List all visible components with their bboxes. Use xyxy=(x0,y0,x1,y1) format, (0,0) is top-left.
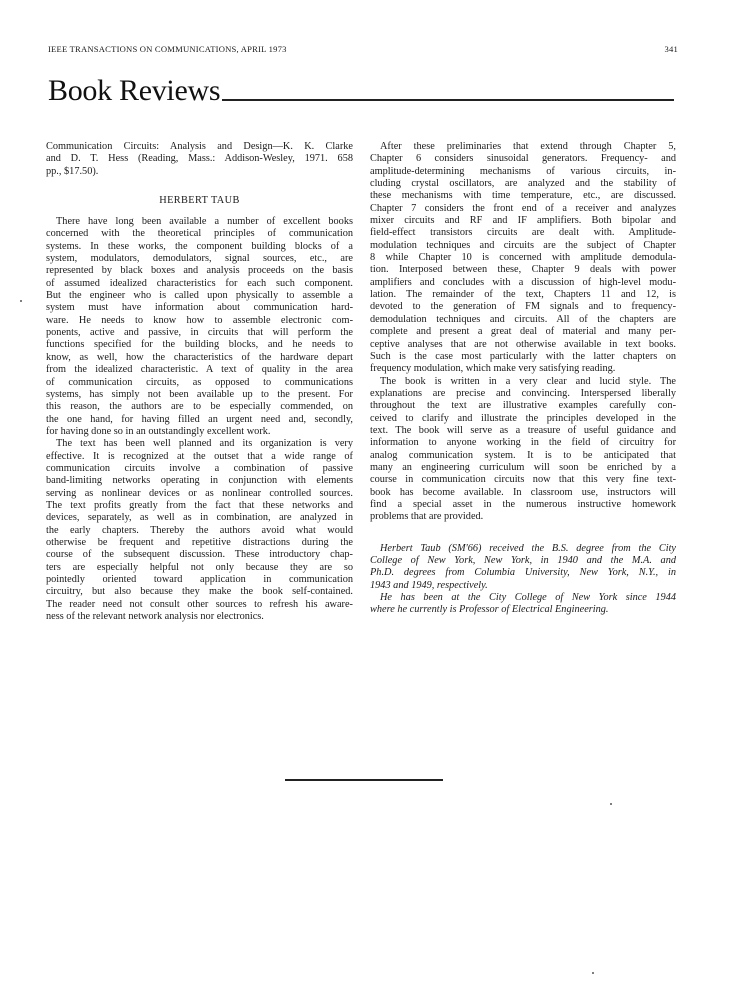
text-line: band-limiting networks operating in conjunction with elements xyxy=(46,475,353,487)
scan-speck xyxy=(592,972,594,974)
scan-speck xyxy=(20,300,22,302)
text-line: ware. He needs to know how to assemble electronic com- xyxy=(46,314,353,326)
text-line: The text has been well planned and its organization is very xyxy=(56,438,353,450)
text-line: find a special asset in the numerous instructive homework xyxy=(370,498,676,510)
text-line: communication circuits involve a combination of passive xyxy=(46,462,353,474)
scan-speck xyxy=(610,803,612,805)
text-line: book has become available. In classroom use, instructors will xyxy=(370,486,676,498)
text-line: amplifiers and concludes with a discussion of high-level modu- xyxy=(370,276,676,288)
text-line: But the engineer who is called upon physically to assemble a xyxy=(46,290,353,302)
journal-name: IEEE TRANSACTIONS ON COMMUNICATIONS, APRIL 1973 xyxy=(48,44,287,54)
text-line: 8 while Chapter 10 is concerned with amplitude demodula- xyxy=(370,252,676,264)
citation-line: and D. T. Hess (Reading, Mass.: Addison-Wesley, 1971. 658 xyxy=(46,153,353,165)
text-line: pointedly oriented toward application in communication xyxy=(46,574,353,585)
text-line: text. The book will serve as a treasure of useful guidance and xyxy=(370,424,676,436)
text-line: course in communication circuits now that this very fine text- xyxy=(370,474,676,486)
text-line: ceived to clarify and illustrate the principles developed in the xyxy=(370,412,676,424)
text-line: After these preliminaries that extend through Chapter 5, xyxy=(380,141,676,152)
text-line: serving as nonlinear devices or as nonlinear controlled sources. xyxy=(46,487,353,499)
bio-line: 1943 and 1949, respectively. xyxy=(370,579,488,591)
text-line: many an engineering curriculum will soon be enriched by a xyxy=(370,461,676,473)
section-title-row xyxy=(48,70,674,106)
text-line: this reason, the authors are to be especially commended, on xyxy=(46,401,353,413)
text-line: devices, separately, as well as in combination, are analyzed in xyxy=(46,512,353,524)
text-line: modulation techniques and circuits are the subject of Chapter xyxy=(370,239,676,251)
text-line: systems. In these works, the component building blocks of a xyxy=(46,240,353,252)
text-line: The text profits greatly from the fact that these networks and xyxy=(46,499,353,511)
text-line: Such is the case most particularly with the latter chapters on xyxy=(370,350,676,362)
text-line: ness of the relevant network analysis nor electronics. xyxy=(46,611,264,623)
text-line: information to anyone working in the field of circuitry for xyxy=(370,437,676,449)
end-rule xyxy=(285,779,443,781)
title-rule xyxy=(222,99,674,101)
text-line: concerned with the theoretical principles of communication xyxy=(46,228,353,240)
paragraph xyxy=(46,438,353,623)
text-line: represented by black boxes and analysis proceeds on the basis xyxy=(46,265,353,277)
text-line: analog communication system. It is to be anticipated that xyxy=(370,449,676,461)
text-line: ponents, active and passive, in circuits that will perform the xyxy=(46,327,353,339)
text-line: tion. Interposed between these, Chapter 9 deals with power xyxy=(370,264,676,276)
reviewer-bio xyxy=(370,543,676,617)
text-line: demodulation techniques and circuits. All of the chapters are xyxy=(370,313,676,325)
citation-line: pp., $17.50). xyxy=(46,165,99,177)
text-line: system must have information about communication hard- xyxy=(46,302,353,314)
text-line: explanations are precise and convincing. Interspersed liberally xyxy=(370,387,676,399)
citation-line: Communication Circuits: Analysis and Design—K. K. Clarke xyxy=(46,141,353,152)
paragraph xyxy=(370,141,676,376)
page-number: 341 xyxy=(664,44,678,54)
reviewer-name: HERBERT TAUB xyxy=(159,195,240,207)
text-line: field-effect transistors circuits are dealt with. Amplitude- xyxy=(370,227,676,239)
right-column xyxy=(370,141,676,617)
text-line: these mechanisms with time temperature, etc., are discussed. xyxy=(370,190,676,202)
bio-line: Herbert Taub (SM'66) received the B.S. degree from the City xyxy=(380,542,676,554)
bio-line: Ph.D. degrees from Columbia University, New York, N.Y., in xyxy=(370,567,676,579)
text-line: problems that are provided. xyxy=(370,511,484,523)
text-line: systems, has simply not been available up to the present. For xyxy=(46,388,353,400)
text-line: effective. It is recognized at the outset that a wide range of xyxy=(46,450,353,462)
text-line: from the idealized characteristic. A text of quality in the area xyxy=(46,364,353,376)
text-line: throughout the text are illustrative examples carefully con- xyxy=(370,400,676,412)
text-line: cluding crystal oscillators, are analyzed and the stability of xyxy=(370,178,676,190)
text-line: of communication circuits, as opposed to communications xyxy=(46,376,353,388)
text-line: lation. The remainder of the text, Chapters 11 and 12, is xyxy=(370,289,676,301)
paragraph xyxy=(370,376,676,524)
text-line: Chapter 7 considers the front end of a receiver and analyzes xyxy=(370,202,676,214)
paragraph xyxy=(46,216,353,438)
text-line: complete and present a great deal of material and many per- xyxy=(370,326,676,338)
text-line: The book is written in a very clear and lucid style. The xyxy=(380,375,676,387)
text-line: circuitry, but also because they make the book self-contained. xyxy=(46,586,353,598)
running-head xyxy=(48,44,678,54)
text-line: devoted to the generation of FM signals and to frequency- xyxy=(370,301,676,313)
text-line: ters are especially helpful not only because they are so xyxy=(46,561,353,573)
text-line: of assumed idealized characteristics for each such component. xyxy=(46,277,353,289)
section-title: Book Reviews xyxy=(48,74,221,107)
text-line: the one hand, for having filled an urgent need and, secondly, xyxy=(46,413,353,425)
text-line: amplitude-determining mechanisms of various circuits, in- xyxy=(370,165,676,177)
text-line: system, modulators, demodulators, signal sources, etc., are xyxy=(46,253,353,265)
text-line: course of the subsequent discussion. These introductory chap- xyxy=(46,549,353,561)
text-line: mixer circuits and RF and IF amplifiers. Both bipolar and xyxy=(370,215,676,227)
text-line: for having done so in an outstandingly excellent work. xyxy=(46,425,271,437)
bio-line: He has been at the City College of New York since 1944 xyxy=(380,592,676,604)
text-line: Chapter 6 considers sinusoidal generators. Frequency- and xyxy=(370,153,676,165)
left-column xyxy=(46,141,353,623)
text-line: functions specified for the building blocks, and he needs to xyxy=(46,339,353,351)
text-line: frequency modulation, which make very satisfying reading. xyxy=(370,363,616,375)
text-line: otherwise be frequent and repetitive distractions during the xyxy=(46,536,353,548)
text-line: the early chapters. Thereby the authors avoid what would xyxy=(46,524,353,536)
book-citation xyxy=(46,141,353,178)
text-line: There have long been available a number of excellent books xyxy=(56,216,353,228)
text-line: know, as well, how the characteristics of the hardware depart xyxy=(46,351,353,363)
bio-line: where he currently is Professor of Electrical Engineering. xyxy=(370,604,609,616)
text-line: ceptive analyses that are not otherwise available in text books. xyxy=(370,338,676,350)
bio-line: College of New York, New York, in 1940 and the M.A. and xyxy=(370,555,676,566)
text-line: The reader need not consult other sources to refresh his aware- xyxy=(46,598,353,610)
